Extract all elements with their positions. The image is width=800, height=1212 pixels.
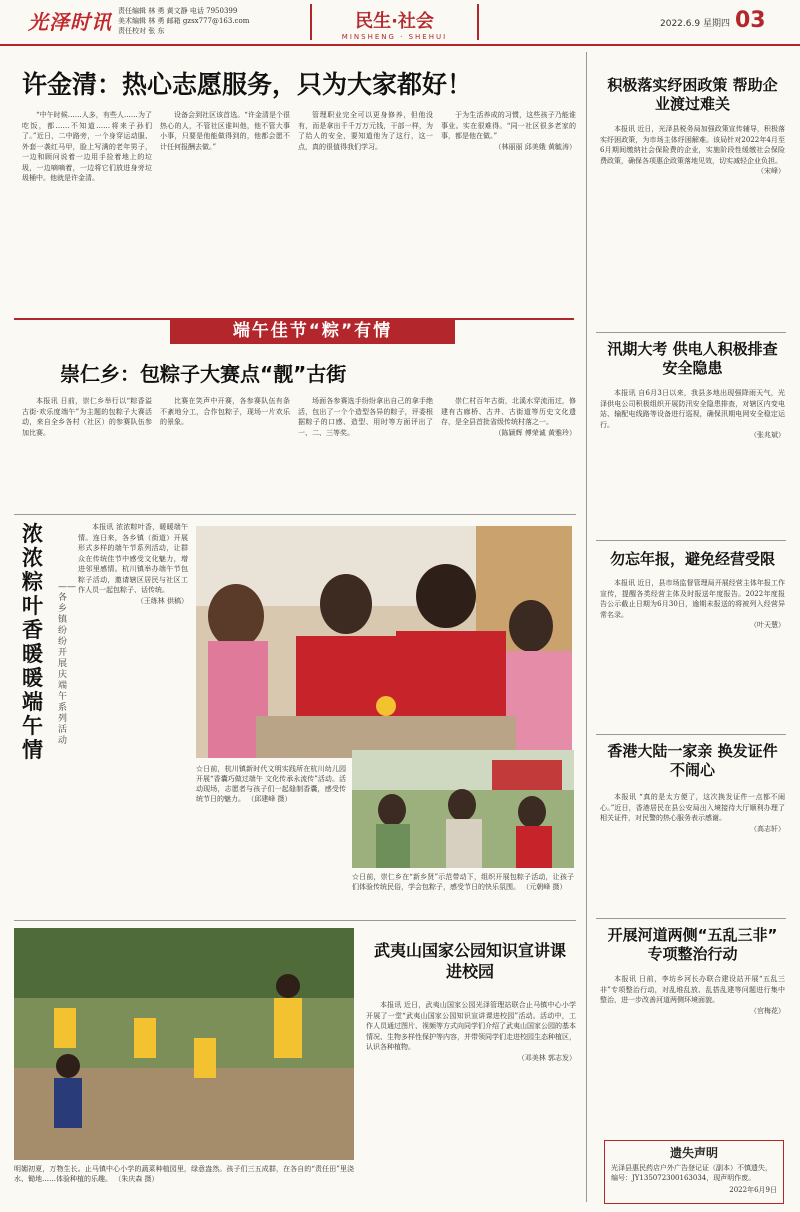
page-number: 03 xyxy=(735,8,766,33)
notice-body: 光泽县惠民药店户外广告登记证（副本）不慎遗失，编号：JY135072300163034，现声明作废。 xyxy=(611,1164,772,1182)
right-a5-body-text: 本报讯 日前，李坊乡河长办联合建设站开展“五乱三非”专项整治行动，对乱堆乱放、乱搭乱建等问题进行集中整治，进一步改善河道两侧环境面貌。 xyxy=(600,975,785,1004)
photo1-byline: （邱建峰 摄） xyxy=(247,795,292,803)
notice-date: 2022年6月9日 xyxy=(729,1186,777,1194)
lead-col-1-text: “中午时候……人多，有些人……为了吃饭，都……不知道……将来子孙们了。”近日，二中路旁，一个身穿运动服、外套一袭红马甲，脸上写满的老年男子，一边和顾问说着一边用手捡着地上的垃圾，一边嘀嘀着，一边将它们放进身旁垃圾桶中。他就是许金清。 xyxy=(22,111,152,182)
feature-divider xyxy=(14,514,576,515)
lost-notice-box xyxy=(604,1140,784,1204)
lead-col-4-text: 于为生活养成的习惯，这些孩子乃能谁事业。实在很难得。“同一社区很多老家的事，都是他在做。” xyxy=(441,111,576,140)
feature-col-3-text: 场面各参赛选手纷纷拿出自己的拿手绝活，包出了一个个造型各异的粽子，评委根据粽子的口感、造型、用时等方面评出了一、二、三等奖。 xyxy=(298,397,433,437)
wuyi-byline: （邓美林 郭志发） xyxy=(517,1053,576,1062)
feature-banner: 端午佳节“粽”有情 xyxy=(170,318,455,344)
feature-col-4 xyxy=(441,396,576,506)
right-a3-byline: （叶天慧） xyxy=(750,621,785,629)
lead-col-3-text: 管理职业完全可以更身修养，但他没有，而是拿出千千万万元钱，干部一样，为了给人的安全，要知道他为了这行，这一点，真的很值得我们学习。 xyxy=(298,111,433,151)
photo-zongzi-illustration xyxy=(352,750,574,868)
feature-col-4-text: 崇仁村百年古街，北溪水穿流而过，修建有古廊桥、古井、古街道等历史文化遗存，是全县首批省级传统村落之一。 xyxy=(441,397,576,426)
feature-headline: 崇仁乡：包粽子大赛点“靓”古街 xyxy=(60,362,347,386)
lead-col-4 xyxy=(441,110,576,310)
feature-col-1 xyxy=(22,396,152,506)
right-divider-1 xyxy=(596,332,786,333)
lead-col-2 xyxy=(160,110,290,310)
photo2-caption xyxy=(352,872,574,914)
right-divider-4 xyxy=(596,918,786,919)
feature-col-2 xyxy=(160,396,290,506)
section-pinyin: MINSHENG · SHEHUI xyxy=(341,33,448,41)
right-a2-body xyxy=(600,388,785,536)
right-a3-body-text: 本报讯 近日，县市场监督管理局开展经营主体年报工作宣传，提醒各类经营主体及时报送年度报告。2022年度报告公示截止日期为6月30日，逾期未报送的将被列入经营异常名录。 xyxy=(600,579,785,619)
right-a4-body xyxy=(600,792,785,912)
right-divider-2 xyxy=(596,540,786,541)
photo-garden-illustration xyxy=(14,928,354,1160)
section-label xyxy=(310,4,479,40)
right-a3-headline: 勿忘年报，避免经营受限 xyxy=(609,550,775,568)
photo-sachet-making xyxy=(196,526,572,758)
photo-sachet-illustration xyxy=(196,526,572,758)
lead-col-2-text: 设备会到社区该首选。“许金清是个很热心的人，不管社区谁叫他，他不管大事小事，只要是他能做得到的，他都会愿不计任何报酬去做。” xyxy=(160,111,290,151)
side-feature-body xyxy=(78,522,188,892)
photo1-caption xyxy=(196,764,346,894)
photo-zongzi-activity xyxy=(352,750,574,868)
feature-col-1-text: 本报讯 日前，崇仁乡举行以“粽香溢古街·欢乐度端午”为主题的包粽子大赛活动，来自全乡各村（社区）的参赛队伍参加比赛。 xyxy=(22,397,152,437)
right-a1-body xyxy=(600,124,785,324)
notice-title: 遗失声明 xyxy=(669,1146,718,1160)
lead-col-1 xyxy=(22,110,152,310)
side-vertical-title: 浓浓粽叶香 暖暖端午情 xyxy=(22,522,43,762)
right-a2-body-text: 本报讯 自6月3日以来，我县多地出现强降雨天气，光泽供电公司积极组织开展防汛安全隐患排查，对辖区内变电站、输配电线路等设备进行巡视，确保汛期电网安全稳定运行。 xyxy=(600,389,785,429)
right-a1-body-text: 本报讯 近日，光泽县税务局加强政策宣传辅导，积极落实纾困政策，为市场主体纾困解难。该局针对2022年4月至6月期间缴纳社会保险费的企业，实施阶段性缓缴社会保险费政策，确保各项惠企政策落地见效，切实减轻企业负担。 xyxy=(600,125,785,165)
right-divider-3 xyxy=(596,734,786,735)
wuyi-body-text: 本报讯 近日，武夷山国家公园光泽管理站联合止马镇中心小学开展了一堂“武夷山国家公园知识宣讲课进校园”活动。活动中，工作人员通过图片、视频等方式向同学们介绍了武夷山国家公园的基本情况、生物多样性保护等内容，并带领同学们走进校园生态种植区，认识各种植物。 xyxy=(366,1001,576,1051)
photo2-byline: （元朝峰 摄） xyxy=(522,883,567,891)
lead-byline: （林丽丽 邱美娥 黄毓涛） xyxy=(494,142,576,151)
right-a5-headline: 开展河道两侧“五乱三非” 专项整治行动 xyxy=(607,926,778,963)
lead-col-3 xyxy=(298,110,433,310)
bottom-divider xyxy=(14,920,576,921)
photo-vegetable-garden xyxy=(14,928,354,1160)
masthead xyxy=(0,0,800,46)
right-a1-byline: （宋峰） xyxy=(757,167,785,175)
editor-info-3: 责任校对 张 东 xyxy=(118,27,165,35)
section-title: 民生·社会 xyxy=(355,11,434,32)
right-a5-byline: （官梅花） xyxy=(750,1006,785,1015)
side-vertical-subtitle: ——各乡镇纷纷开展庆端午系列活动 xyxy=(58,582,76,746)
photo3-caption xyxy=(14,1164,354,1204)
photo2-caption-text: ☆日前，崇仁乡在“新乡贤”示范带动下，组织开展包粽子活动，让孩子们体验传统民俗，学会包粽子，感受节日的快乐氛围。 xyxy=(352,873,574,891)
photo3-caption-text: 明媚初夏，万物生长。止马镇中心小学的蔬菜种植园里，绿意盎然。孩子们三五成群，在各自的“责任田”里浇水、锄地……体验种植的乐趣。 xyxy=(14,1165,354,1183)
side-feature-byline: （王练林 供稿） xyxy=(136,596,188,605)
feature-col-3 xyxy=(298,396,433,506)
lead-headline: 许金清：热心志愿服务，只为大家都好！ xyxy=(22,70,473,99)
wuyi-body xyxy=(366,1000,576,1200)
right-a2-headline: 汛期大考 供电人积极排查安全隐患 xyxy=(607,340,778,377)
side-feature-body-text: 本报讯 浓浓粽叶香，暖暖端午情。连日来，各乡镇（街道）开展形式多样的端午节系列活动，让群众在传统佳节中感受文化魅力，增进邻里感情。杭川镇举办端午节包粽子活动，邀请辖区居民与社区工作人员一起包粽子、话传统。 xyxy=(78,523,188,594)
right-a2-byline: （张兆斌） xyxy=(750,431,785,439)
newspaper-logo: 光泽时讯 xyxy=(28,10,112,34)
photo1-caption-text: ☆日前，杭川镇新时代文明实践所在杭川幼儿园开展“香囊巧做过端午 文化传承永流传”活动。活动现场，志愿者与孩子们一起缝制香囊，感受传统节日的魅力。 xyxy=(196,765,346,803)
photo3-byline: （朱庆森 摄） xyxy=(114,1175,159,1183)
issue-date: 2022.6.9 星期四 xyxy=(660,19,730,29)
right-a4-body-text: 本报讯 “真的是太方便了，这次换发证件一点都不闹心。”近日，香港居民在县公安局出入境接待大厅顺利办理了相关证件，对民警的热心服务表示感谢。 xyxy=(600,793,785,822)
right-a1-headline: 积极落实纾困政策 帮助企业渡过难关 xyxy=(607,76,778,113)
editor-info-2: 美术编辑 林 勇 邮箱 gzsx777@163.com xyxy=(118,17,250,25)
column-divider xyxy=(586,52,587,1202)
right-a4-byline: （高志轩） xyxy=(750,824,785,833)
right-a3-body xyxy=(600,578,785,728)
wuyi-headline: 武夷山国家公园知识宣讲课进校园 xyxy=(373,941,566,981)
feature-byline: （陈颖辉 傅荣诚 黄雅玲） xyxy=(494,428,576,437)
feature-col-2-text: 比赛在笑声中开赛，各参赛队伍有条不紊地分工，合作包粽子，现场一片欢乐的景象。 xyxy=(160,397,290,426)
right-a4-headline: 香港大陆一家亲 换发证件不闹心 xyxy=(607,742,778,779)
right-a5-body xyxy=(600,974,785,1132)
editor-info-1: 责任编辑 林 勇 黄文静 电话 7950399 xyxy=(118,7,238,15)
